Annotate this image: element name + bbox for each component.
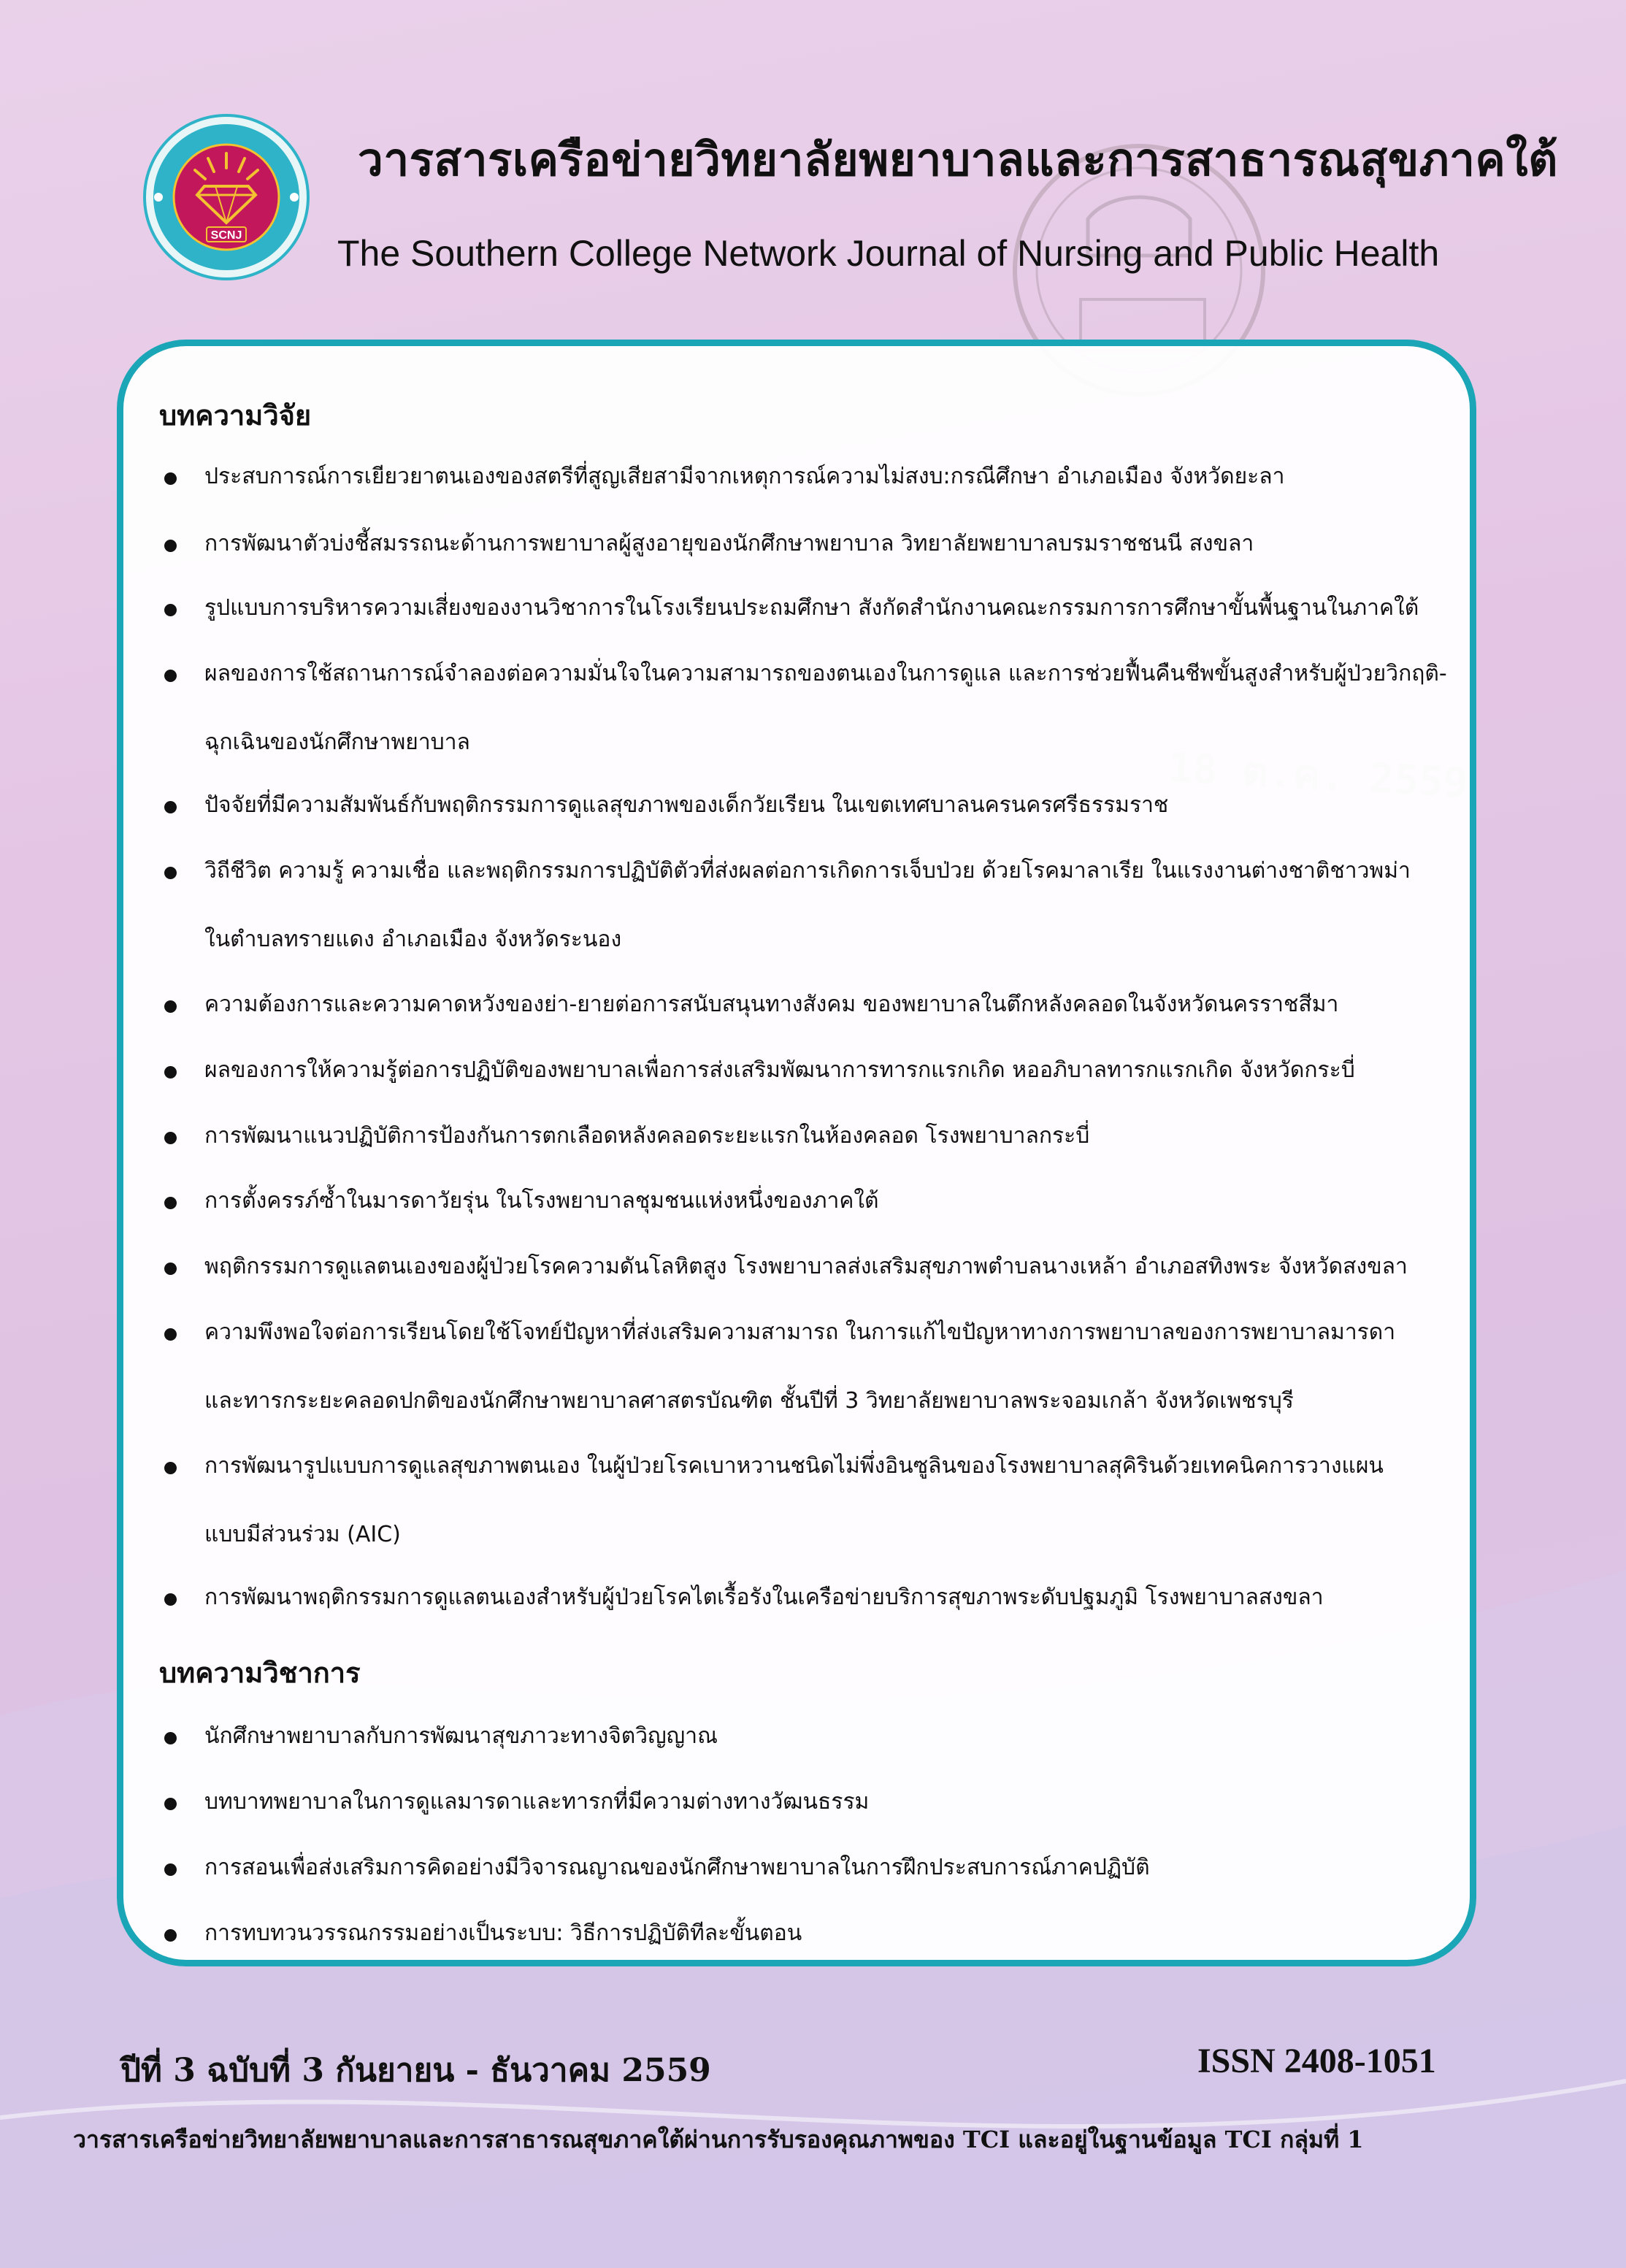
list-item (0, 1319, 1626, 1414)
list-item (0, 858, 1626, 952)
bullet-icon (164, 1000, 177, 1013)
bullet-icon (164, 1863, 177, 1876)
list-item (0, 1453, 1626, 1547)
item-line: พฤติกรรมการดูแลตนเองของผู้ป่วยโรคความดันโลหิตสูง โรงพยาบาลส่งเสริมสุขภาพตำบลนางเหล้า อำเภอสทิงพระ จังหวัดสงขลา (204, 1254, 1408, 1279)
item-line: ปัจจัยที่มีความสัมพันธ์กับพฤติกรรมการดูแลสุขภาพของเด็กวัยเรียน ในเขตเทศบาลนครนครศรีธรรมราช (204, 792, 1169, 818)
list-item (0, 1789, 1626, 1815)
bullet-icon (164, 1197, 177, 1209)
bullet-icon (164, 1462, 177, 1474)
bullet-icon (164, 1066, 177, 1079)
item-line-continued: แบบมีส่วนร่วม (AIC) (204, 1522, 401, 1547)
bullet-icon (164, 1732, 177, 1744)
item-line-continued: และทารกระยะคลอดปกติของนักศึกษาพยาบาลศาสตรบัณฑิต ชั้นปีที่ 3 วิทยาลัยพยาบาลพระจอมเกล้า จังหวัดเพชรบุรี (204, 1388, 1294, 1414)
list-item (0, 531, 1626, 556)
bullet-icon (164, 472, 177, 485)
section-heading-academic: บทความวิชาการ (159, 1657, 361, 1689)
item-line: ความพึงพอใจต่อการเรียนโดยใช้โจทย์ปัญหาที่ส่งเสริมความสามารถ ในการแก้ไขปัญหาทางการพยาบาลของการพยาบาลมารดา (204, 1319, 1396, 1345)
bullet-icon (164, 1593, 177, 1606)
item-line: ประสบการณ์การเยียวยาตนเองของสตรีที่สูญเสียสามีจากเหตุการณ์ความไม่สงบ:กรณีศึกษา อำเภอเมือง จังหวัดยะลา (204, 464, 1285, 489)
list-item (0, 792, 1626, 818)
item-line: การสอนเพื่อส่งเสริมการคิดอย่างมีวิจารณญาณของนักศึกษาพยาบาลในการฝึกประสบการณ์ภาคปฏิบัติ (204, 1855, 1150, 1880)
item-line: การพัฒนารูปแบบการดูแลสุขภาพตนเอง ในผู้ป่วยโรคเบาหวานชนิดไม่พึ่งอินซูลินของโรงพยาบาลสุคิรินด้วยเทคนิคการวางแผน (204, 1453, 1384, 1479)
list-item (0, 661, 1626, 755)
tci-certification-note: วารสารเครือข่ายวิทยาลัยพยาบาลและการสาธารณสุขภาคใต้ผ่านการรับรองคุณภาพของ TCI และอยู่ในฐานข้อมูล TCI กลุ่มที่ 1 (73, 2126, 1364, 2153)
bullet-icon (164, 1328, 177, 1341)
bullet-icon (164, 1798, 177, 1810)
bullet-icon (164, 867, 177, 879)
item-line: ความต้องการและความคาดหวังของย่า-ยายต่อการสนับสนุนทางสังคม ของพยาบาลในตึกหลังคลอดในจังหวัดนครราชสีมา (204, 992, 1339, 1017)
item-line: นักศึกษาพยาบาลกับการพัฒนาสุขภาวะทางจิตวิญญาณ (204, 1723, 718, 1749)
item-line: บทบาทพยาบาลในการดูแลมารดาและทารกที่มีความต่างทางวัฒนธรรม (204, 1789, 870, 1815)
journal-logo (142, 113, 310, 281)
item-line: วิถีชีวิต ความรู้ ความเชื่อ และพฤติกรรมการปฏิบัติตัวที่ส่งผลต่อการเกิดการเจ็บป่วย ด้วยโรคมาลาเรีย ในแรงงานต่างชาติชาวพม่า (204, 858, 1411, 884)
item-line-continued: ในตำบลทรายแดง อำเภอเมือง จังหวัดระนอง (204, 927, 622, 952)
item-line: การพัฒนาตัวบ่งชี้สมรรถนะด้านการพยาบาลผู้สูงอายุของนักศึกษาพยาบาล วิทยาลัยพยาบาลบรมราชชนนี สงขลา (204, 531, 1254, 556)
item-line: รูปแบบการบริหารความเสี่ยงของงานวิชาการในโรงเรียนประถมศึกษา สังกัดสำนักงานคณะกรรมการการศึกษาขั้นพื้นฐานในภาคใต้ (204, 595, 1419, 621)
bullet-icon (164, 1263, 177, 1275)
bullet-icon (164, 801, 177, 813)
logo-text: SCNJ (210, 229, 242, 242)
list-item (0, 595, 1626, 621)
bullet-icon (164, 604, 177, 616)
bullet-icon (164, 540, 177, 552)
item-line: การพัฒนาพฤติกรรมการดูแลตนเองสำหรับผู้ป่วยโรคไตเรื้อรังในเครือข่ายบริการสุขภาพระดับปฐมภูมิ โรงพยาบาลสงขลา (204, 1585, 1324, 1610)
list-item (0, 1920, 1626, 1946)
section-heading-research: บทความวิจัย (159, 399, 312, 432)
journal-title-english: The Southern College Network Journal of Nursing and Public Health (337, 233, 1440, 274)
issue-info: ปีที่ 3 ฉบับที่ 3 กันยายน - ธันวาคม 2559 (120, 2052, 711, 2089)
list-item (0, 1123, 1626, 1149)
item-line: การตั้งครรภ์ซ้ำในมารดาวัยรุ่น ในโรงพยาบาลชุมชนแห่งหนึ่งของภาคใต้ (204, 1188, 879, 1214)
list-item (0, 1723, 1626, 1749)
issn-number: ISSN 2408-1051 (1197, 2042, 1436, 2080)
journal-title-thai: วารสารเครือข่ายวิทยาลัยพยาบาลและการสาธารณสุขภาคใต้ (358, 133, 1558, 186)
list-item (0, 1057, 1626, 1083)
item-line: ผลของการให้ความรู้ต่อการปฏิบัติของพยาบาลเพื่อการส่งเสริมพัฒนาการทารกแรกเกิด หออภิบาลทารกแรกเกิด จังหวัดกระบี่ (204, 1057, 1355, 1083)
item-line: การพัฒนาแนวปฏิบัติการป้องกันการตกเลือดหลังคลอดระยะแรกในห้องคลอด โรงพยาบาลกระบี่ (204, 1123, 1090, 1149)
bullet-icon (164, 670, 177, 682)
bullet-icon (164, 1132, 177, 1144)
bullet-icon (164, 1929, 177, 1942)
item-line-continued: ฉุกเฉินของนักศึกษาพยาบาล (204, 729, 470, 755)
item-line: ผลของการใช้สถานการณ์จำลองต่อความมั่นใจในความสามารถของตนเองในการดูแล และการช่วยฟื้นคืนชีพขั้นสูงสำหรับผู้ป่วยวิกฤติ- (204, 661, 1447, 686)
list-item (0, 1188, 1626, 1214)
item-line: การทบทวนวรรณกรรมอย่างเป็นระบบ: วิธีการปฏิบัติทีละขั้นตอน (204, 1920, 802, 1946)
